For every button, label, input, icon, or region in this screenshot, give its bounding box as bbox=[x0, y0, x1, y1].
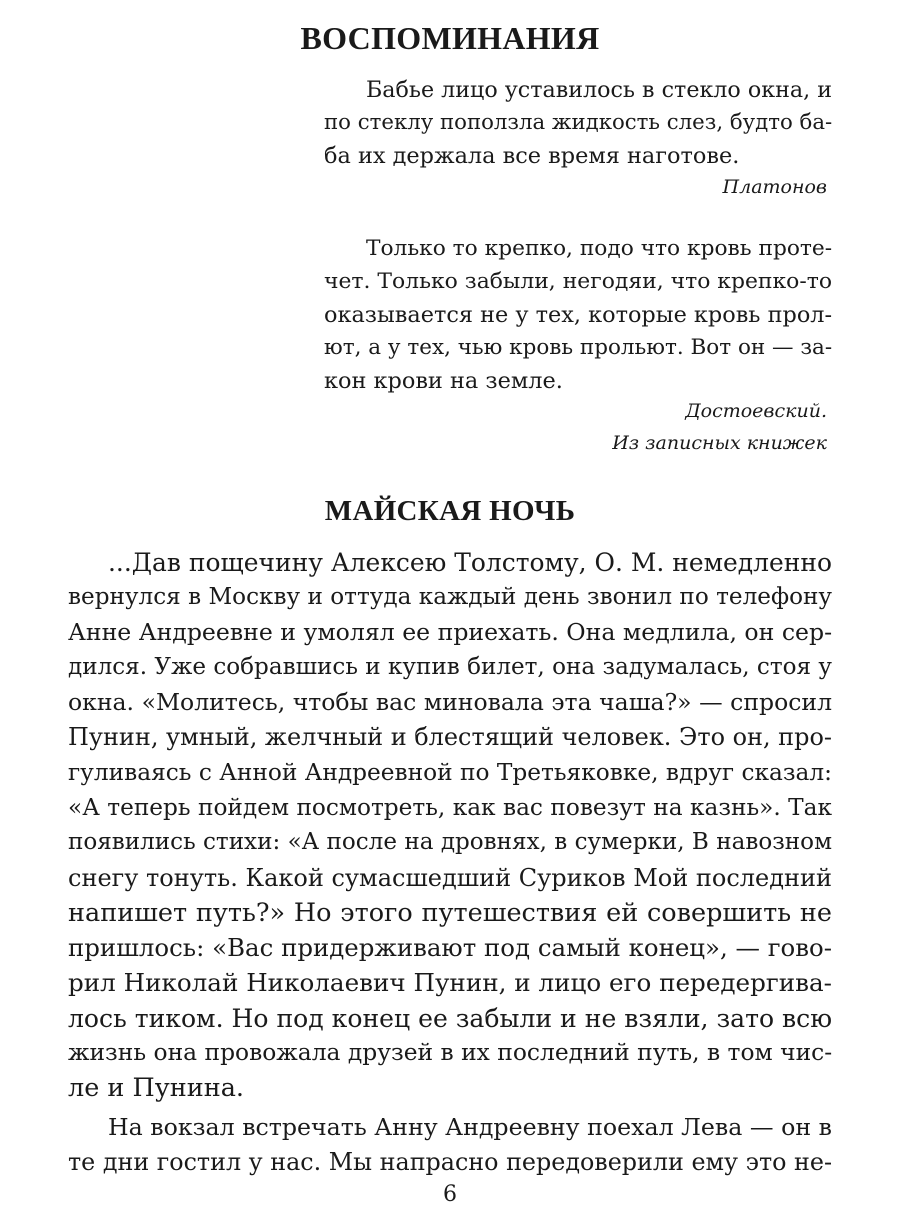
body-line: те дни гостил у нас. Мы напрасно передоверили ему это не- bbox=[68, 1148, 833, 1176]
body-line: На вокзал встречать Анну Андреевну поехал Лева — он в bbox=[108, 1113, 832, 1141]
body-line: снегу тонуть. Какой сумасшедший Суриков Мой последний bbox=[68, 864, 832, 892]
epigraph-attribution: Из записных книжек bbox=[612, 432, 827, 454]
epigraph-line: оказывается не у тех, которые кровь прол- bbox=[324, 302, 833, 328]
epigraph-line: Бабье лицо уставилось в стекло окна, и bbox=[366, 77, 832, 103]
body-line: пришлось: «Вас придерживают под самый конец», — гово- bbox=[68, 933, 832, 962]
epigraph-line: кон крови на земле. bbox=[324, 368, 563, 394]
epigraph-attribution: Достоевский. bbox=[685, 400, 827, 422]
body-line: окна. «Молитесь, чтобы вас миновала эта чаша?» — спросил bbox=[68, 688, 833, 716]
page-number: 6 bbox=[443, 1182, 457, 1207]
body-line: Анне Андреевне и умолял ее приехать. Она медлила, он сер- bbox=[68, 618, 833, 646]
body-line: Пунин, умный, желчный и блестящий человек. Это он, про- bbox=[68, 723, 832, 751]
body-line: «А теперь пойдем посмотреть, как вас повезут на казнь». Так bbox=[68, 794, 833, 821]
section-title: ВОСПОМИНАНИЯ bbox=[300, 20, 600, 56]
epigraph-line: ют, а у тех, чью кровь прольют. Вот он — за- bbox=[324, 335, 833, 360]
body-line: жизнь она провожала друзей в их последний путь, в том чис- bbox=[68, 1038, 833, 1066]
epigraph-line: Только то крепко, подо что кровь проте- bbox=[366, 236, 833, 261]
body-line: вернулся в Москву и оттуда каждый день звонил по телефону bbox=[68, 584, 833, 610]
chapter-title: МАЙСКАЯ НОЧЬ bbox=[324, 495, 576, 527]
body-line: лось тиком. Но под конец ее забыли и не взяли, зато всю bbox=[68, 1004, 833, 1033]
body-line: появились стихи: «А после на дровнях, в сумерки, В навозном bbox=[68, 829, 833, 855]
body-line: ле и Пунина. bbox=[68, 1073, 245, 1103]
body-line: напишет путь?» Но этого путешествия ей совершить не bbox=[68, 898, 832, 928]
body-line: ...Дав пощечину Алексею Толстому, О. М. немедленно bbox=[108, 548, 832, 577]
epigraph-line: по стеклу поползла жидкость слез, будто ба- bbox=[324, 110, 833, 135]
epigraph-line: чет. Только забыли, негодяи, что крепко-то bbox=[324, 269, 833, 294]
body-line: рил Николай Николаевич Пунин, и лицо его передергива- bbox=[68, 968, 832, 997]
epigraph-attribution: Платонов bbox=[722, 176, 827, 198]
body-line: дился. Уже собравшись и купив билет, она задумалась, стоя у bbox=[68, 654, 833, 680]
epigraph-line: ба их держала все время наготове. bbox=[324, 143, 740, 169]
body-line: гуливаясь с Анной Андреевной по Третьяковке, вдруг сказал: bbox=[68, 759, 833, 786]
